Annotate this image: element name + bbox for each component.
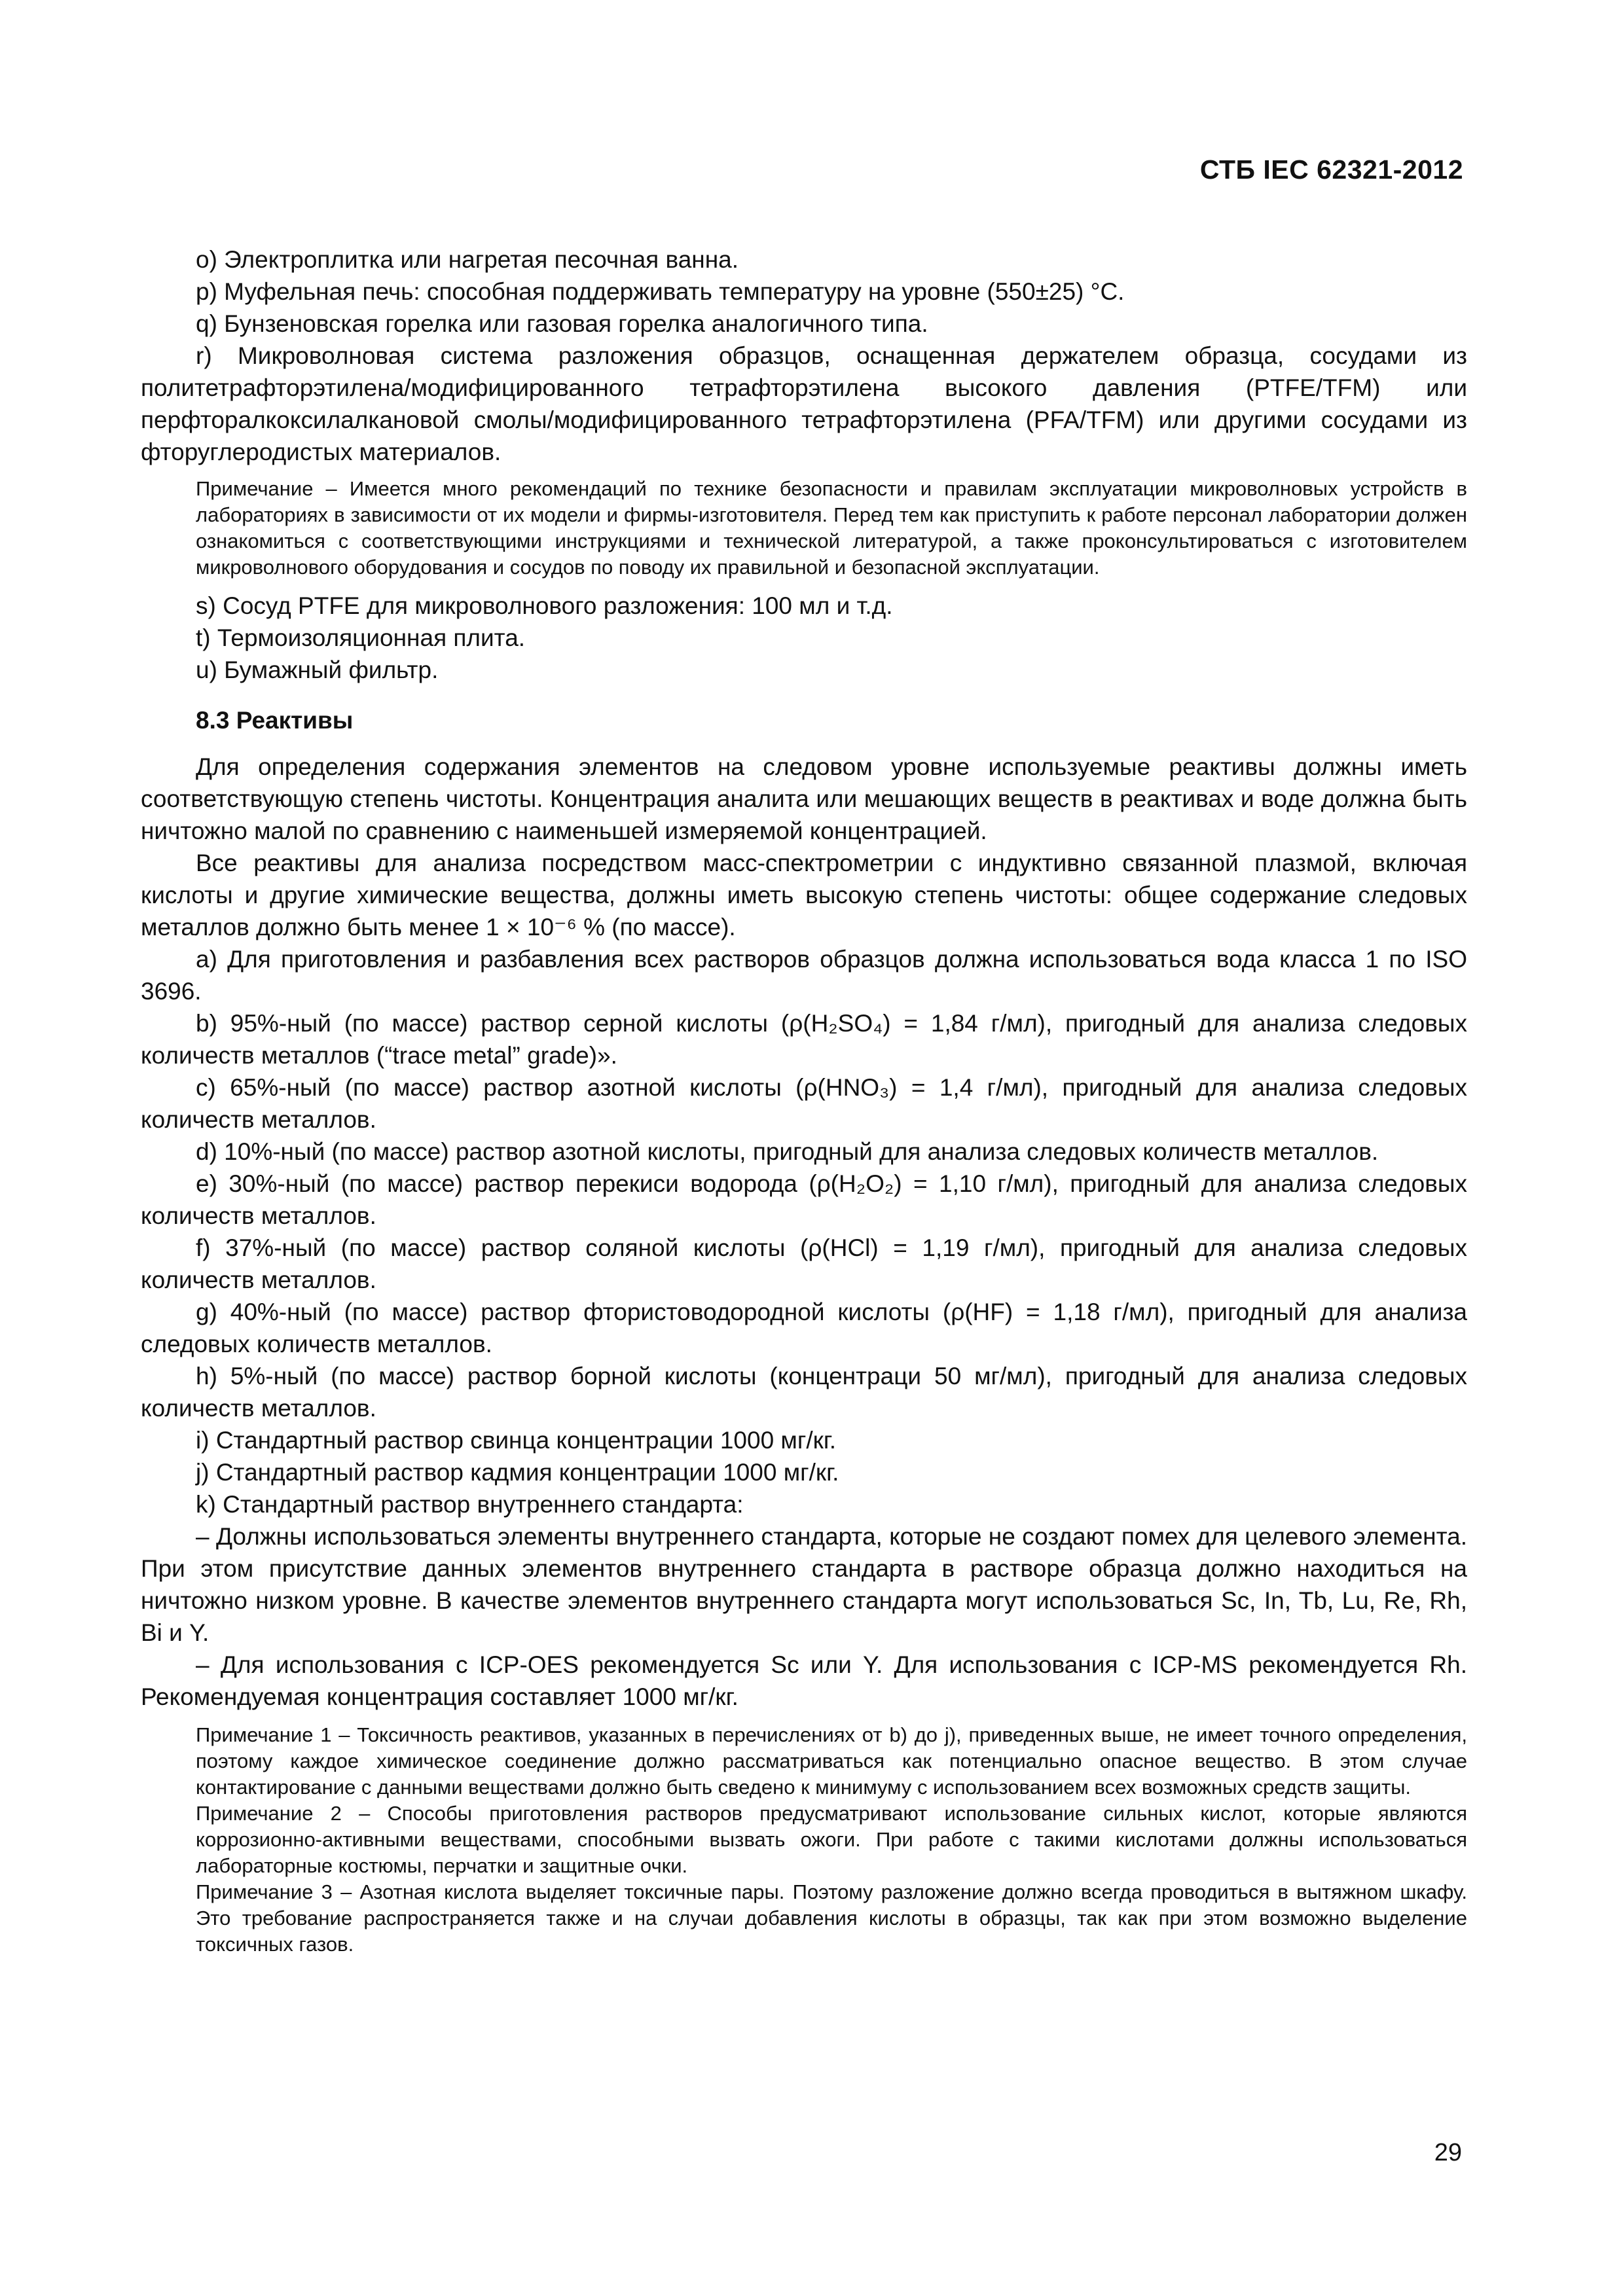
- note-1: Примечание 1 – Токсичность реактивов, указанных в перечислениях от b) до j), приведенных выше, не имеет точного определения, поэтому каждое химическое соединение должно рассматриваться как потенциально опасное вещество. В этом случае контактирование с данными веществами должно быть сведено к минимуму с использованием всех возможных средств защиты.: [196, 1723, 1467, 1799]
- page-content: [141, 243, 1467, 1958]
- reagent-item: c) 65%-ный (по массе) раствор азотной кислоты (ρ(HNO₃) = 1,4 г/мл), пригодный для анализа следовых количеств металлов.: [141, 1074, 1467, 1133]
- section-title: Реактивы: [236, 707, 354, 734]
- intro-paragraph: Для определения содержания элементов на следовом уровне используемые реактивы должны иметь соответствующую степень чистоты. Концентрация аналита или мешающих веществ в реактивах и воде должна быть ничтожно малой по сравнению с наименьшей измеряемой концентрацией.: [141, 753, 1467, 844]
- list-item: s) Сосуд PTFE для микроволнового разложения: 100 мл и т.д.: [196, 592, 893, 619]
- reagent-item: a) Для приготовления и разбавления всех растворов образцов должна использоваться вода класса 1 по ISO 3696.: [141, 946, 1467, 1005]
- reagent-item: g) 40%-ный (по массе) раствор фтористоводородной кислоты (ρ(HF) = 1,18 г/мл), пригодный для анализа следовых количеств металлов.: [141, 1299, 1467, 1357]
- intro-paragraph: Все реактивы для анализа посредством масс-спектрометрии с индуктивно связанной плазмой, включая кислоты и другие химические вещества, должны иметь высокую степень чистоты: общее содержание следовых металлов должно быть менее 1 × 10⁻⁶ % (по массе).: [141, 850, 1467, 941]
- list-item: p) Муфельная печь: способная поддерживать температуру на уровне (550±25) °C.: [196, 278, 1125, 305]
- section-number: 8.3: [196, 707, 230, 734]
- reagent-item: i) Стандартный раствор свинца концентрации 1000 мг/кг.: [196, 1427, 837, 1454]
- note-microwave: Примечание – Имеется много рекомендаций по технике безопасности и правилам эксплуатации микроволновых устройств в лабораториях в зависимости от их модели и фирмы-изготовителя. Перед тем как приступить к работе персонал лаборатории должен ознакомиться с соответствующими инструкциями и технической литературой, а также проконсультироваться с изготовителем микроволнового оборудования и сосудов по поводу их правильной и безопасной эксплуатации.: [196, 477, 1467, 579]
- list-item: u) Бумажный фильтр.: [196, 656, 439, 683]
- reagent-item: h) 5%-ный (по массе) раствор борной кислоты (концентраци 50 мг/мл), пригодный для анализа следовых количеств металлов.: [141, 1363, 1467, 1422]
- list-item: o) Электроплитка или нагретая песочная ванна.: [196, 246, 739, 273]
- internal-standard-paragraph: – Должны использоваться элементы внутреннего стандарта, которые не создают помех для целевого элемента. При этом присутствие данных элементов внутреннего стандарта в растворе образца должно находиться на ничтожно низком уровне. В качестве элементов внутреннего стандарта могут использоваться Sc, In, Tb, Lu, Re, Rh, Bi и Y.: [141, 1523, 1467, 1646]
- reagent-item: b) 95%-ный (по массе) раствор серной кислоты (ρ(H₂SO₄) = 1,84 г/мл), пригодный для анализа следовых количеств металлов (“trace metal” grade)».: [141, 1010, 1467, 1069]
- internal-standard-paragraph: – Для использования с ICP-OES рекомендуется Sc или Y. Для использования с ICP-MS рекомендуется Rh. Рекомендуемая концентрация составляет 1000 мг/кг.: [141, 1651, 1467, 1710]
- page-number: 29: [1434, 2139, 1462, 2166]
- reagent-item: e) 30%-ный (по массе) раствор перекиси водорода (ρ(H₂O₂) = 1,10 г/мл), пригодный для анализа следовых количеств металлов.: [141, 1170, 1467, 1229]
- list-item: q) Бунзеновская горелка или газовая горелка аналогичного типа.: [196, 310, 928, 337]
- reagent-item: d) 10%-ный (по массе) раствор азотной кислоты, пригодный для анализа следовых количеств металлов.: [196, 1138, 1379, 1165]
- reagent-item: f) 37%-ный (по массе) раствор соляной кислоты (ρ(HCl) = 1,19 г/мл), пригодный для анализа следовых количеств металлов.: [141, 1234, 1467, 1293]
- note-3: Примечание 3 – Азотная кислота выделяет токсичные пары. Поэтому разложение должно всегда проводиться в вытяжном шкафу. Это требование распространяется также и на случаи добавления кислоты в образцы, так как при этом возможно выделение токсичных газов.: [196, 1880, 1467, 1956]
- reagent-item: k) Стандартный раствор внутреннего стандарта:: [196, 1491, 744, 1518]
- reagent-item: j) Стандартный раствор кадмия концентрации 1000 мг/кг.: [196, 1459, 839, 1486]
- section-heading: [141, 704, 1467, 736]
- list-item: r) Микроволновая система разложения образцов, оснащенная держателем образца, сосудами из политетрафторэтилена/модифицированного тетрафторэтилена высокого давления (PTFE/TFM) или перфторалкоксилалкановой смолы/модифицированного тетрафторэтилена (PFA/TFM) или другими сосудами из фторуглеродистых материалов.: [141, 342, 1467, 465]
- document-id-header: СТБ IEC 62321-2012: [1199, 154, 1463, 185]
- note-2: Примечание 2 – Способы приготовления растворов предусматривают использование сильных кислот, которые являются коррозионно-активными веществами, способными вызвать ожоги. При работе с такими кислотами должны использоваться лабораторные костюмы, перчатки и защитные очки.: [196, 1802, 1467, 1877]
- list-item: t) Термоизоляционная плита.: [196, 624, 526, 651]
